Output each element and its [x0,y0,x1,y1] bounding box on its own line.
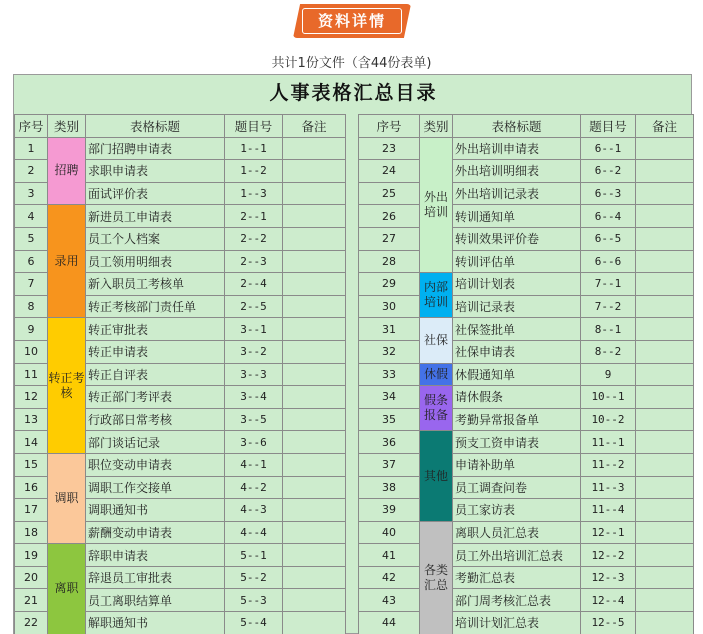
row-note [636,476,694,499]
row-seq: 34 [359,386,420,409]
row-title: 解职通知书 [86,612,225,634]
row-note [636,182,694,205]
table-row [359,386,694,409]
header-title: 表格标题 [453,115,581,138]
table-row [359,431,694,454]
row-code: 6--6 [581,250,636,273]
row-code: 4--2 [225,476,283,499]
category-cell: 假条报备 [420,386,453,431]
row-seq: 39 [359,499,420,522]
row-seq: 19 [15,544,48,567]
row-seq: 16 [15,476,48,499]
row-seq: 13 [15,408,48,431]
row-note [636,160,694,183]
table-row [359,340,694,363]
row-code: 10--1 [581,386,636,409]
row-title: 社保签批单 [453,318,581,341]
row-note [283,340,346,363]
category-cell: 内部培训 [420,273,453,318]
row-code: 11--4 [581,499,636,522]
row-code: 6--1 [581,137,636,160]
row-note [636,205,694,228]
row-title: 辞退员工审批表 [86,566,225,589]
row-note [283,386,346,409]
row-note [283,182,346,205]
row-note [283,160,346,183]
row-title: 请休假条 [453,386,581,409]
row-note [636,295,694,318]
row-seq: 15 [15,453,48,476]
row-seq: 25 [359,182,420,205]
table-row [359,227,694,250]
header-seq: 序号 [15,115,48,138]
row-code: 7--1 [581,273,636,296]
row-title: 部门谈话记录 [86,431,225,454]
row-title: 员工调查问卷 [453,476,581,499]
row-title: 社保申请表 [453,340,581,363]
row-seq: 29 [359,273,420,296]
row-note [283,363,346,386]
row-title: 申请补助单 [453,453,581,476]
row-code: 5--1 [225,544,283,567]
right-table [358,114,694,634]
row-title: 部门招聘申请表 [86,137,225,160]
row-title: 转正自评表 [86,363,225,386]
row-note [283,408,346,431]
row-title: 员工离职结算单 [86,589,225,612]
banner-title: 资料详情 [317,12,386,30]
row-code: 12--5 [581,612,636,634]
row-title: 员工外出培训汇总表 [453,544,581,567]
row-seq: 40 [359,521,420,544]
row-code: 11--2 [581,453,636,476]
table-row [359,612,694,634]
sheet-title: 人事表格汇总目录 [269,82,438,104]
row-seq: 5 [15,227,48,250]
category-cell: 离职 [48,544,86,634]
row-note [283,544,346,567]
row-note [636,566,694,589]
table-row [359,566,694,589]
left-table [14,114,346,634]
row-title: 转训通知单 [453,205,581,228]
row-seq: 4 [15,205,48,228]
row-title: 职位变动申请表 [86,453,225,476]
row-note [283,137,346,160]
row-title: 培训记录表 [453,295,581,318]
row-seq: 17 [15,499,48,522]
row-seq: 41 [359,544,420,567]
row-note [636,453,694,476]
row-code: 5--4 [225,612,283,634]
row-seq: 3 [15,182,48,205]
row-note [636,408,694,431]
row-seq: 24 [359,160,420,183]
category-cell: 招聘 [48,137,86,205]
row-code: 2--5 [225,295,283,318]
row-note [283,453,346,476]
category-cell: 其他 [420,431,453,521]
row-code: 2--3 [225,250,283,273]
table-row [15,453,346,476]
row-seq: 21 [15,589,48,612]
row-code: 2--2 [225,227,283,250]
row-title: 辞职申请表 [86,544,225,567]
row-title: 转正审批表 [86,318,225,341]
category-cell: 录用 [48,205,86,318]
row-code: 6--4 [581,205,636,228]
row-code: 5--2 [225,566,283,589]
row-note [636,589,694,612]
row-title: 面试评价表 [86,182,225,205]
spreadsheet-preview [13,74,692,634]
row-title: 员工领用明细表 [86,250,225,273]
table-row [359,295,694,318]
header-note: 备注 [636,115,694,138]
header-row [359,115,694,138]
row-title: 考勤汇总表 [453,566,581,589]
row-seq: 27 [359,227,420,250]
row-note [283,499,346,522]
row-note [636,137,694,160]
row-note [636,363,694,386]
row-title: 转正申请表 [86,340,225,363]
row-note [283,318,346,341]
row-note [283,227,346,250]
row-code: 6--3 [581,182,636,205]
row-code: 11--3 [581,476,636,499]
right-table-body [359,137,694,634]
row-seq: 14 [15,431,48,454]
row-title: 考勤异常报备单 [453,408,581,431]
row-seq: 12 [15,386,48,409]
row-seq: 38 [359,476,420,499]
row-seq: 20 [15,566,48,589]
row-note [636,612,694,634]
row-title: 薪酬变动申请表 [86,521,225,544]
row-seq: 22 [15,612,48,634]
category-cell: 各类汇总 [420,521,453,634]
header-code: 题目号 [225,115,283,138]
row-code: 11--1 [581,431,636,454]
row-title: 培训计划表 [453,273,581,296]
category-cell: 社保 [420,318,453,363]
row-seq: 42 [359,566,420,589]
section-banner [293,4,411,38]
category-cell: 转正考核 [48,318,86,454]
table-row [359,160,694,183]
row-code: 3--1 [225,318,283,341]
row-seq: 7 [15,273,48,296]
row-code: 5--3 [225,589,283,612]
row-seq: 43 [359,589,420,612]
row-title: 转训评估单 [453,250,581,273]
table-row [359,318,694,341]
row-title: 新进员工申请表 [86,205,225,228]
header-title: 表格标题 [86,115,225,138]
category-cell: 外出培训 [420,137,453,273]
row-code: 12--3 [581,566,636,589]
row-note [283,566,346,589]
row-title: 休假通知单 [453,363,581,386]
header-category: 类别 [48,115,86,138]
row-code: 7--2 [581,295,636,318]
row-title: 行政部日常考核 [86,408,225,431]
row-note [636,431,694,454]
row-note [283,589,346,612]
header-note: 备注 [283,115,346,138]
left-table-body [15,137,346,634]
row-code: 12--4 [581,589,636,612]
table-row [359,408,694,431]
row-code: 1--2 [225,160,283,183]
row-code: 10--2 [581,408,636,431]
row-seq: 35 [359,408,420,431]
row-seq: 32 [359,340,420,363]
row-title: 转训效果评价卷 [453,227,581,250]
row-note [283,476,346,499]
header-seq: 序号 [359,115,420,138]
row-title: 调职通知书 [86,499,225,522]
row-seq: 2 [15,160,48,183]
row-note [636,273,694,296]
row-note [636,521,694,544]
table-row [15,205,346,228]
row-code: 3--2 [225,340,283,363]
row-title: 培训计划汇总表 [453,612,581,634]
table-row [359,499,694,522]
header-row [15,115,346,138]
table-row [359,363,694,386]
row-code: 12--2 [581,544,636,567]
table-row [15,318,346,341]
row-title: 预支工资申请表 [453,431,581,454]
row-seq: 6 [15,250,48,273]
row-code: 2--1 [225,205,283,228]
row-seq: 37 [359,453,420,476]
table-row [359,250,694,273]
row-title: 求职申请表 [86,160,225,183]
row-seq: 28 [359,250,420,273]
row-code: 1--1 [225,137,283,160]
row-title: 转正部门考评表 [86,386,225,409]
table-row [15,544,346,567]
table-row [359,137,694,160]
row-seq: 8 [15,295,48,318]
row-title: 员工个人档案 [86,227,225,250]
row-note [283,612,346,634]
header-code: 题目号 [581,115,636,138]
row-note [283,431,346,454]
file-count-subtitle: 共计1份文件（含44份表单) [271,56,432,71]
row-seq: 23 [359,137,420,160]
row-title: 外出培训申请表 [453,137,581,160]
row-note [636,340,694,363]
row-code: 6--5 [581,227,636,250]
row-seq: 30 [359,295,420,318]
category-cell: 调职 [48,453,86,543]
row-title: 新入职员工考核单 [86,273,225,296]
row-code: 4--4 [225,521,283,544]
table-row [359,453,694,476]
row-note [636,250,694,273]
row-title: 部门周考核汇总表 [453,589,581,612]
row-code: 12--1 [581,521,636,544]
row-title: 离职人员汇总表 [453,521,581,544]
row-seq: 9 [15,318,48,341]
row-code: 3--5 [225,408,283,431]
row-code: 4--1 [225,453,283,476]
row-code: 2--4 [225,273,283,296]
row-code: 8--2 [581,340,636,363]
row-code: 4--3 [225,499,283,522]
row-note [636,544,694,567]
row-title: 外出培训记录表 [453,182,581,205]
table-row [15,137,346,160]
row-note [283,250,346,273]
row-note [283,273,346,296]
table-row [359,273,694,296]
row-seq: 11 [15,363,48,386]
row-seq: 1 [15,137,48,160]
category-cell: 休假 [420,363,453,386]
row-code: 3--6 [225,431,283,454]
row-seq: 18 [15,521,48,544]
row-seq: 10 [15,340,48,363]
row-code: 6--2 [581,160,636,183]
header-category: 类别 [420,115,453,138]
row-title: 转正考核部门责任单 [86,295,225,318]
table-row [359,521,694,544]
row-title: 调职工作交接单 [86,476,225,499]
row-code: 9 [581,363,636,386]
row-note [636,499,694,522]
row-note [636,227,694,250]
row-code: 3--3 [225,363,283,386]
row-note [283,295,346,318]
row-note [636,318,694,341]
row-seq: 44 [359,612,420,634]
row-title: 外出培训明细表 [453,160,581,183]
table-row [359,182,694,205]
row-seq: 26 [359,205,420,228]
row-code: 3--4 [225,386,283,409]
table-row [359,544,694,567]
row-code: 1--3 [225,182,283,205]
row-seq: 36 [359,431,420,454]
table-row [359,476,694,499]
row-note [283,205,346,228]
row-note [636,386,694,409]
table-row [359,589,694,612]
row-seq: 33 [359,363,420,386]
row-note [283,521,346,544]
row-title: 员工家访表 [453,499,581,522]
row-seq: 31 [359,318,420,341]
row-code: 8--1 [581,318,636,341]
table-row [359,205,694,228]
